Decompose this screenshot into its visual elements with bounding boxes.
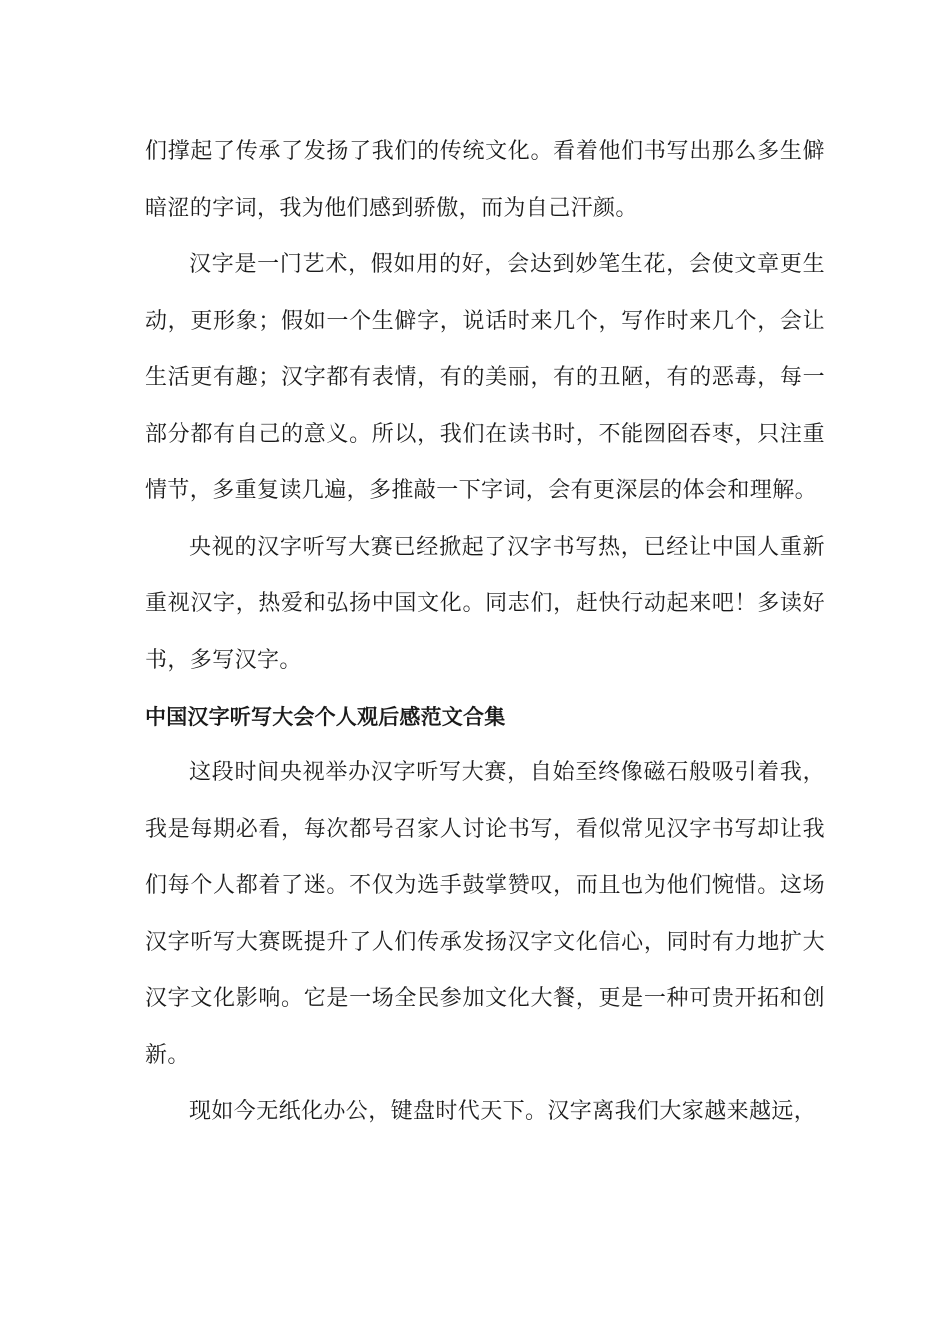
paragraph-2: 汉字是一门艺术，假如用的好，会达到妙笔生花，会使文章更生动，更形象；假如一个生僻字，说话时来几个，写作时来几个，会让生活更有趣；汉字都有表情，有的美丽，有的丑陋，有的恶毒，每一部分都有自己的意义。所以，我们在读书时，不能囫囵吞枣，只注重情节，多重复读几遍，多推敲一下字词，会有更深层的体会和理解。: [145, 252, 825, 503]
paragraph-5: 现如今无纸化办公，键盘时代天下。汉字离我们大家越来越远，: [189, 1099, 817, 1124]
paragraph-3: 央视的汉字听写大赛已经掀起了汉字书写热，已经让中国人重新重视汉字，热爱和弘扬中国文化。同志们，赶快行动起来吧！多读好书，多写汉字。: [145, 534, 825, 673]
paragraph-1: 们撑起了传承了发扬了我们的传统文化。看着他们书写出那么多生僻暗涩的字词，我为他们感到骄傲，而为自己汗颜。: [145, 139, 825, 221]
paragraph-4: 这段时间央视举办汉字听写大赛，自始至终像磁石般吸引着我，我是每期必看，每次都号召家人讨论书写，看似常见汉字书写却让我们每个人都着了迷。不仅为选手鼓掌赞叹，而且也为他们惋惜。这场汉字听写大赛既提升了人们传承发扬汉字文化信心，同时有力地扩大汉字文化影响。它是一场全民参加文化大餐，更是一种可贵开拓和创新。: [145, 760, 825, 1068]
document-body: [145, 124, 825, 1141]
section-title: 中国汉字听写大会个人观后感范文合集: [145, 705, 506, 729]
